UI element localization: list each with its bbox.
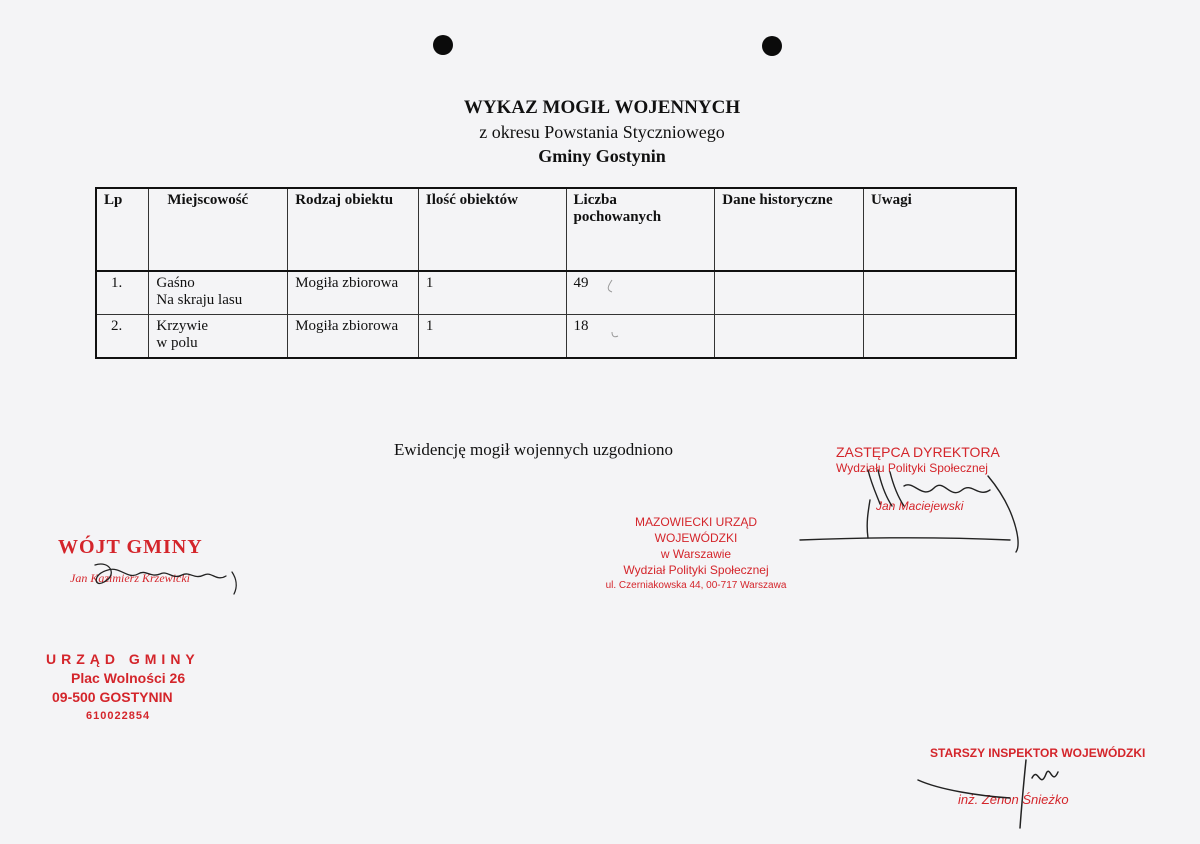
title-line-2: z okresu Powstania Styczniowego	[479, 122, 725, 142]
wojt-signature	[95, 564, 236, 594]
cell-place-detail: Na skraju lasu	[156, 292, 243, 308]
deputy-director-stamp-line-1: ZASTĘPCA DYREKTORA	[836, 444, 1000, 460]
header-place-label: Miejscowość	[167, 192, 249, 208]
deputy-director-stamp-line-2: Wydziału Polityki Społecznej	[836, 461, 988, 475]
cell-place-name: Krzywie	[156, 318, 209, 334]
header-count: Ilość obiektów	[418, 188, 566, 271]
deputy-director-signature	[800, 470, 1018, 552]
cell-lp: 1.	[96, 271, 149, 315]
voivodeship-stamp-line-4: ul. Czerniakowska 44, 00-717 Warszawa	[605, 580, 787, 591]
title-line-3: Gminy Gostynin	[538, 146, 666, 166]
header-lp: Lp	[96, 188, 149, 271]
wojt-stamp-title: WÓJT GMINY	[58, 536, 203, 558]
office-stamp-line-4: 610022854	[86, 710, 151, 722]
deputy-director-stamp-line-3: Jan Maciejewski	[876, 499, 964, 513]
wojt-stamp-name: Jan Kazimierz Krzewicki	[70, 571, 190, 585]
cell-lp: 2.	[96, 315, 149, 359]
header-type: Rodzaj obiektu	[288, 188, 419, 271]
voivodeship-stamp-line-2: w Warszawie	[660, 547, 732, 561]
header-history: Dane historyczne	[715, 188, 864, 271]
cell-buried: 18	[566, 315, 715, 359]
inspector-signature	[918, 760, 1058, 828]
inspector-stamp-line-1: STARSZY INSPEKTOR WOJEWÓDZKI	[930, 746, 1146, 760]
cell-type: Mogiła zbiorowa	[288, 271, 419, 315]
cell-count: 1	[418, 271, 566, 315]
header-notes: Uwagi	[863, 188, 1016, 271]
voivodeship-stamp-line-1: MAZOWIECKI URZĄD WOJEWÓDZKI	[635, 515, 757, 545]
cell-type: Mogiła zbiorowa	[288, 315, 419, 359]
office-stamp-line-1: URZĄD GMINY	[46, 651, 200, 667]
faint-marks	[608, 280, 618, 337]
header-buried-line-1: Liczba	[573, 192, 617, 208]
cell-buried: 49	[566, 271, 715, 315]
agreement-statement: Ewidencję mogił wojennych uzgodniono	[394, 440, 674, 459]
title-line-1: WYKAZ MOGIŁ WOJENNYCH	[463, 97, 741, 118]
inspector-stamp-line-2: inż. Zenon Śnieżko	[958, 792, 1069, 807]
cell-place-name: Gaśno	[156, 275, 195, 291]
office-stamp-line-3: 09-500 GOSTYNIN	[52, 689, 173, 705]
voivodeship-stamp-line-3: Wydział Polityki Społecznej	[623, 563, 769, 577]
cell-place-detail: w polu	[156, 335, 198, 351]
cell-count: 1	[418, 315, 566, 359]
office-stamp-line-2: Plac Wolności 26	[71, 670, 186, 686]
header-buried-line-2: pochowanych	[573, 209, 662, 225]
